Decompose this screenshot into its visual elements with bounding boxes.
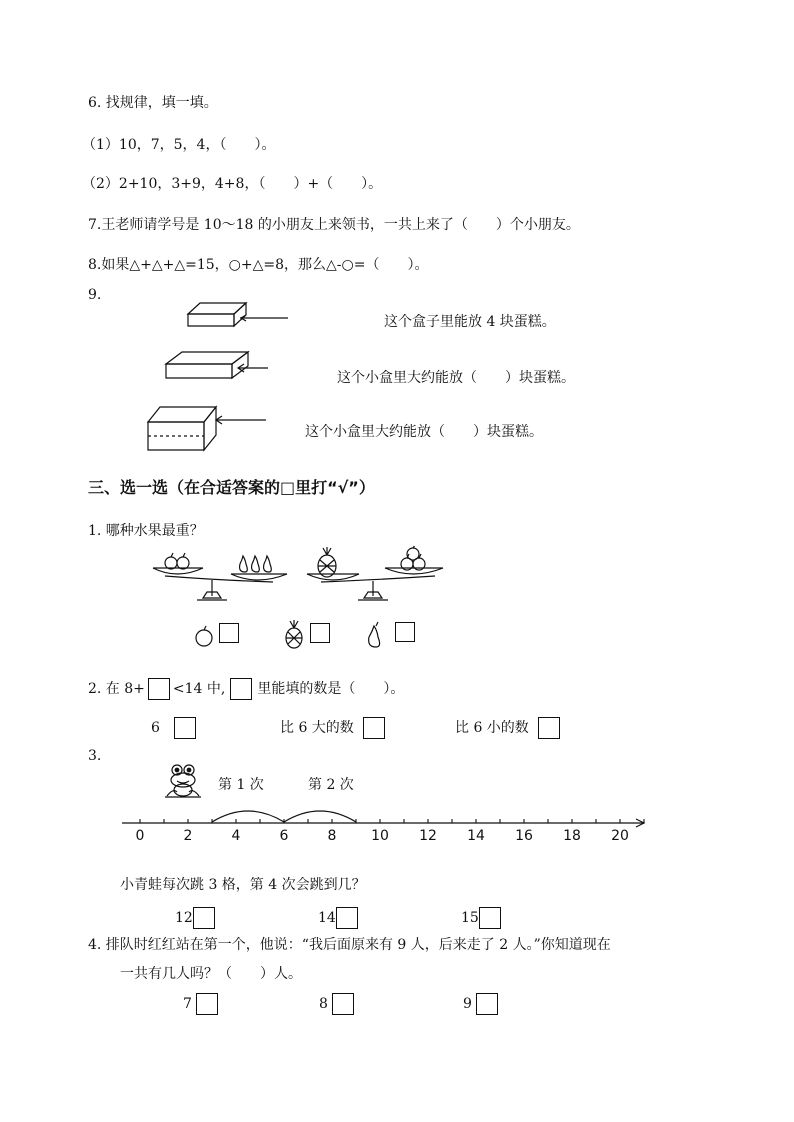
jump-label-1: 第 1 次 (218, 777, 264, 793)
q3-option-15-checkbox[interactable] (479, 907, 501, 929)
sec3-q1-stem: 1. 哪种水果最重？ (88, 523, 204, 539)
cake-box-large-flat (188, 303, 288, 326)
pear-icon (365, 621, 387, 649)
number-line-tick-label: 2 (183, 828, 193, 844)
q6-part1: （1）10，7，5，4，（ ）。 (82, 137, 276, 153)
number-line-tick-label: 6 (279, 828, 289, 844)
apple-icon (193, 624, 215, 648)
balance-scale-right (307, 568, 443, 600)
q3-option-15 (461, 907, 501, 929)
sec3-q4-line1: 4. 排队时红红站在第一个，他说：“我后面原来有 9 人，后来走了 2 人。”你知道现在 (88, 937, 611, 953)
pear-icon-group (240, 556, 272, 572)
pineapple-icon (318, 547, 336, 577)
q2-stem-part2: <14 中, (172, 681, 226, 697)
number-line-tick-label: 4 (231, 828, 241, 844)
sec3-q2-stem (88, 678, 404, 700)
q2-option-6-label: 6 (151, 720, 160, 736)
number-line-tick-label: 14 (467, 828, 485, 844)
apple-icon-pair (165, 553, 189, 569)
number-line (118, 798, 650, 848)
pear-answer-checkbox[interactable] (395, 622, 415, 642)
q6-stem: 6. 找规律，填一填。 (88, 95, 218, 111)
q4-option-8-checkbox[interactable] (332, 993, 354, 1015)
jump-label-2: 第 2 次 (308, 777, 354, 793)
q9-line2: 这个小盒里大约能放（ ）块蛋糕。 (337, 370, 575, 386)
jump-arc-1 (212, 811, 284, 822)
number-line-tick-label: 0 (135, 828, 145, 844)
number-line-tick-label: 16 (515, 828, 533, 844)
q9-line3: 这个小盒里大约能放（ ）块蛋糕。 (305, 424, 543, 440)
balance-scale-left (153, 568, 287, 600)
number-line-tick-label: 12 (419, 828, 437, 844)
q3-option-14-checkbox[interactable] (336, 907, 358, 929)
apple-icon-triple (401, 546, 425, 570)
frog-icon (163, 762, 203, 800)
q3-option-12-checkbox[interactable] (193, 907, 215, 929)
q8-text: 8.如果△+△+△=15，○+△=8，那么△-○=（ ）。 (88, 257, 429, 273)
q2-option-greater (280, 717, 385, 739)
q7-text: 7.王老师请学号是 10～18 的小朋友上来领书，一共上来了（ ）个小朋友。 (88, 217, 580, 233)
q4-option-8-label: 8 (319, 996, 328, 1012)
q4-option-9 (463, 993, 498, 1015)
q2-option-less-label: 比 6 小的数 (455, 720, 529, 736)
q2-option-6-checkbox[interactable] (174, 717, 196, 739)
pineapple-icon (283, 619, 305, 649)
balance-scales-figure (145, 546, 455, 608)
q4-option-7 (183, 993, 218, 1015)
cake-box-medium (166, 352, 268, 378)
q2-blank-box-2 (230, 678, 252, 700)
sec3-q3-number: 3. (88, 748, 102, 764)
q9-line1: 这个盒子里能放 4 块蛋糕。 (384, 314, 556, 330)
jump-arc-2 (284, 811, 356, 822)
q3-option-14-label: 14 (318, 910, 336, 926)
q2-option-less-checkbox[interactable] (538, 717, 560, 739)
q3-option-15-label: 15 (461, 910, 479, 926)
cake-box-tall (148, 407, 266, 450)
q2-option-6 (151, 717, 196, 739)
q2-option-less (455, 717, 560, 739)
cake-boxes-figure (140, 290, 300, 460)
sec3-q4-line2: 一共有几人吗？（ ）人。 (120, 966, 302, 982)
q2-option-greater-checkbox[interactable] (363, 717, 385, 739)
number-line-tick-label: 20 (611, 828, 629, 844)
q4-option-7-label: 7 (183, 996, 192, 1012)
apple-answer-checkbox[interactable] (219, 623, 239, 643)
q2-stem-part1: 2. 在 8+ (88, 681, 145, 697)
q4-option-9-checkbox[interactable] (476, 993, 498, 1015)
number-line-tick-label: 18 (563, 828, 581, 844)
q2-option-greater-label: 比 6 大的数 (280, 720, 354, 736)
section3-title: 三、选一选（在合适答案的□里打“√”） (88, 478, 375, 497)
number-line-tick-label: 10 (371, 828, 389, 844)
q4-option-8 (319, 993, 354, 1015)
q2-blank-box-1 (148, 678, 170, 700)
q4-option-9-label: 9 (463, 996, 472, 1012)
q9-number: 9. (88, 287, 102, 303)
number-line-tick-label: 8 (327, 828, 337, 844)
q3-option-12-label: 12 (175, 910, 193, 926)
pineapple-answer-checkbox[interactable] (310, 623, 330, 643)
q6-part2: （2）2+10，3+9，4+8，（ ）+（ ）。 (82, 176, 383, 192)
q3-option-12 (175, 907, 215, 929)
q2-stem-part3: 里能填的数是（ ）。 (257, 681, 405, 697)
q4-option-7-checkbox[interactable] (196, 993, 218, 1015)
q3-option-14 (318, 907, 358, 929)
q3-question: 小青蛙每次跳 3 格，第 4 次会跳到几？ (120, 877, 366, 893)
